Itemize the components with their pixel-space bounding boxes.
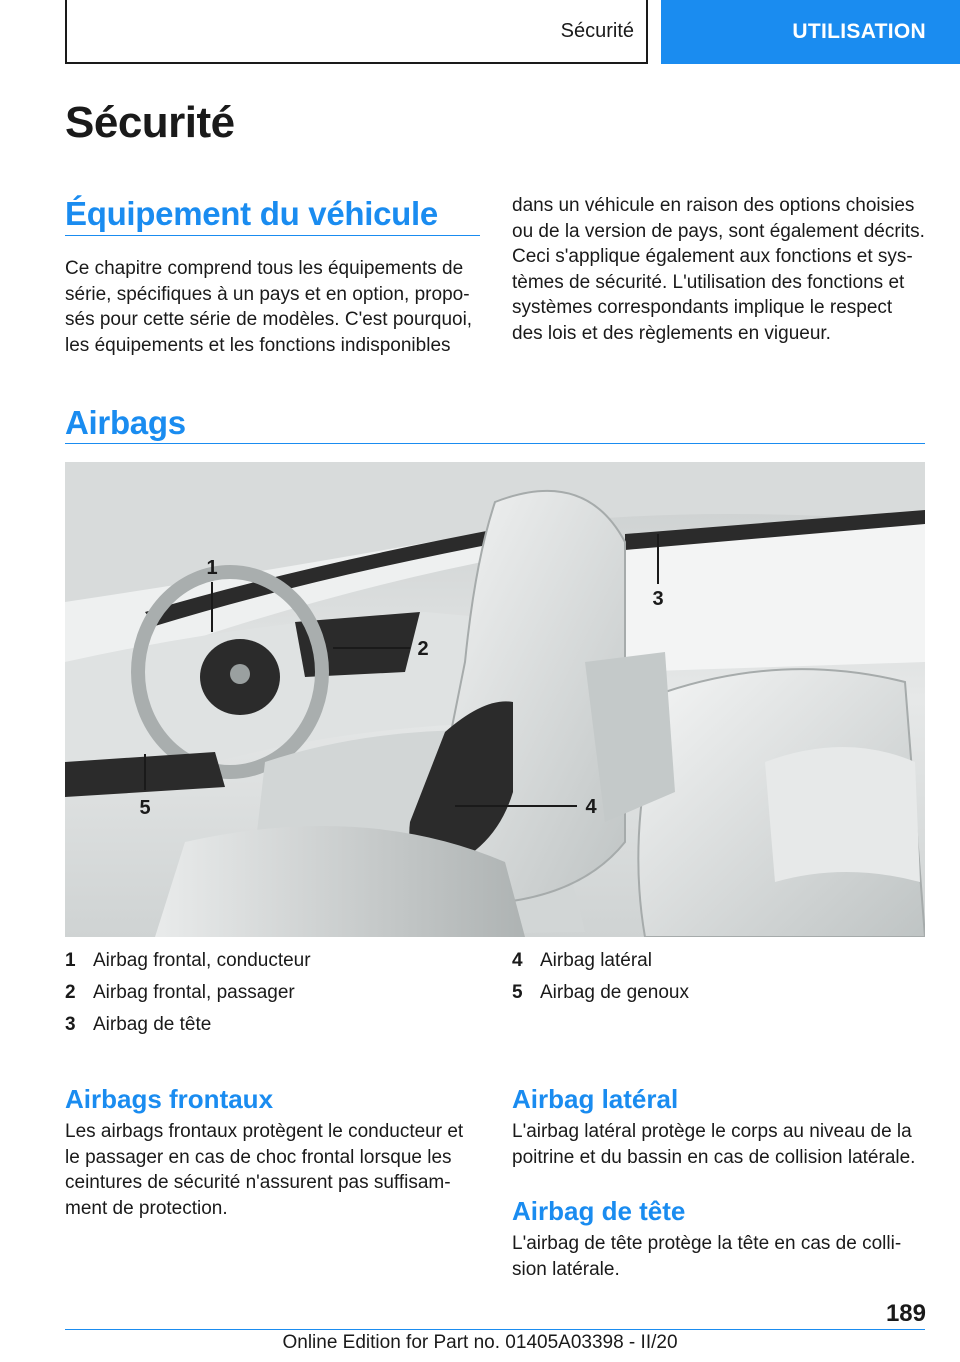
steering-logo [230,664,250,684]
legend-number: 5 [512,982,523,1003]
frontal-airbags-heading: Airbags frontaux [65,1084,274,1114]
legend-number: 1 [65,950,76,971]
equipment-heading-rule [65,235,480,236]
side-airbag-text: L'airbag latéral protège le corps au niveau de la poitrine et du bassin en cas de collision latérale. [512,1121,916,1168]
page-title: Sécurité [65,98,235,147]
car-interior-drawing [65,462,925,937]
header-chapter-label: UTILISATION [792,20,926,43]
edition-footer: Online Edition for Part no. 01405A03398 - II/20 [282,1332,678,1353]
side-airbag-heading: Airbag latéral [512,1084,679,1114]
page-number: 189 [885,1300,926,1327]
equipment-text-left: Ce chapitre comprend tous les équipements de série, spécifiques à un pays et en option, propo-sés pour cette série de modèles. C'est pourquoi, les équipements et les fonctions indisponibles [65,258,473,356]
head-airbag-section [512,1195,926,1282]
equipment-section-left [65,195,480,358]
callout-1: 1 [206,557,218,579]
legend-number: 3 [65,1014,76,1035]
side-airbag-section [512,1083,926,1170]
frontal-airbags-text: Les airbags frontaux protègent le conducteur et le passager en cas de choc frontal lorsque les ceintures de sécurité n'assurent pas suffisam-ment de protection. [65,1121,464,1219]
callout-5: 5 [139,797,151,819]
legend-number: 2 [65,982,76,1003]
callout-2: 2 [417,638,429,660]
airbags-heading: Airbags [65,404,186,441]
legend-label: Airbag de tête [93,1014,212,1035]
callout-3: 3 [652,588,664,610]
header-chapter-tab [661,0,960,64]
footer-rule [65,1329,925,1330]
airbags-heading-rule [65,443,925,444]
equipment-heading: Équipement du véhicule [65,195,438,232]
equipment-text-right: dans un véhicule en raison des options choisies ou de la version de pays, sont également décrits. Ceci s'applique également aux fonctions et sys-tèmes de sécurité. L'utilisation des fonctions et systèmes correspondants implique le respect des lois et des règlements en vigueur. [512,195,925,344]
header-section-tab [65,0,648,64]
callout-4: 4 [585,796,597,818]
header-section-label: Sécurité [560,19,634,42]
legend-label: Airbag de genoux [540,982,689,1003]
legend-label: Airbag frontal, conducteur [93,950,311,971]
equipment-section-right [512,193,926,346]
rear-seat-cushion [765,747,920,882]
legend-label: Airbag latéral [540,950,652,971]
frontal-airbags-section [65,1083,480,1221]
legend-number: 4 [512,950,523,971]
airbags-section [65,403,925,444]
legend-label: Airbag frontal, passager [93,982,295,1003]
airbag-illustration [65,462,925,937]
head-airbag-text: L'airbag de tête protège la tête en cas de colli-sion latérale. [512,1233,902,1280]
head-airbag-heading: Airbag de tête [512,1196,686,1226]
